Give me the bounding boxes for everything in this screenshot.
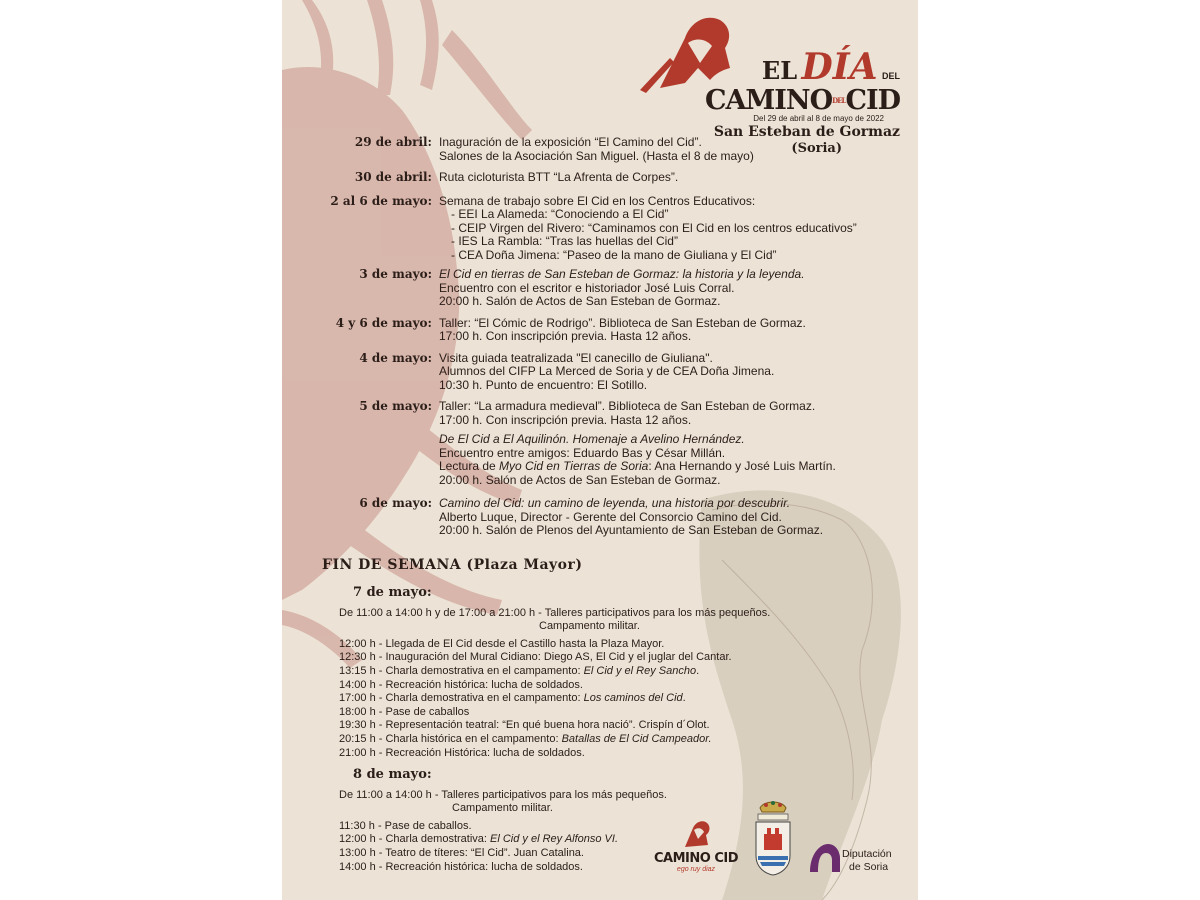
event-line: Camino del Cid: un camino de leyenda, una historia por descubrir. [439,496,791,510]
event-date: 4 de mayo: [359,350,432,365]
schedule-item: 20:15 h - Charla histórica en el campamento: Batallas de El Cid Campeador. [339,732,712,745]
event-dates: Del 29 de abril al 8 de mayo de 2022 [753,114,884,123]
day-intro: De 11:00 a 14:00 h - Talleres participativos para los más pequeños. [339,788,667,801]
schedule-item: 12:30 h - Inauguración del Mural Cidiano: Diego AS, El Cid y el juglar del Cantar. [339,651,732,664]
schedule [282,132,918,537]
diputacion-arch-icon [808,840,842,874]
event-line: 10:30 h. Punto de encuentro: El Sotillo. [439,377,648,392]
event-line: - EEI La Alameda: “Conociendo a El Cid” [451,207,669,221]
event-line: Encuentro con el escritor e historiador José Luis Corral. [439,280,735,295]
event-line: Semana de trabajo sobre El Cid en los Centros Educativos: [439,193,756,208]
event-line: 20:00 h. Salón de Actos de San Esteban de Gormaz. [439,294,721,308]
event-29-abril [282,136,918,163]
schedule-item: 13:00 h - Teatro de títeres: “El Cid”. Juan Catalina. [339,846,584,859]
event-line: - IES La Rambla: “Tras las huellas del Cid” [451,234,678,248]
poster [282,0,918,900]
event-date: 5 de mayo: [359,399,432,413]
day-intro-2: Campamento militar. [539,620,640,633]
event-line: Visita guiada teatralizada "El canecillo de Giuliana". [439,350,713,365]
event-line: Ruta cicloturista BTT “La Afrenta de Corpes”. [439,170,679,184]
event-6-mayo [282,497,918,538]
coat-of-arms-icon [752,798,794,876]
camino-cid-logo-text: CAMINO CID [653,851,738,866]
event-line: Alberto Luque, Director - Gerente del Consorcio Camino del Cid. [439,509,782,524]
event-province: (Soria) [791,141,842,156]
day-title: 7 de mayo: [353,585,432,600]
title-el: EL [761,56,798,85]
weekend-day-8-mayo [339,768,667,874]
event-date: 3 de mayo: [359,267,432,281]
event-5-mayo [282,400,918,487]
day-title: 8 de mayo: [353,767,432,782]
event-line: 17:00 h. Con inscripción previa. Hasta 12 años. [439,329,692,343]
event-30-abril [282,171,918,185]
diputacion-text: Diputación de Soria [842,848,892,873]
schedule-item: 12:00 h - Charla demostrativa: El Cid y el Rey Alfonso VI. [339,833,619,846]
event-line: 17:00 h. Con inscripción previa. Hasta 12 años. [439,412,692,427]
event-2-6-mayo [282,195,918,263]
cid-warrior-small-icon [679,818,713,848]
event-date: 2 al 6 de mayo: [330,193,432,208]
camino-cid-logo-sub: ego ruy diaz [676,866,716,873]
event-4-mayo [282,352,918,393]
event-line: Taller: “El Cómic de Rodrigo”. Biblioteca de San Esteban de Gormaz. [439,315,806,330]
event-line: - CEIP Virgen del Rivero: “Caminamos con El Cid en los centros educativos” [451,220,857,235]
event-line: - CEA Doña Jimena: “Paseo de la mano de Giuliana y El Cid” [451,247,777,262]
schedule-item: 12:00 h - Llegada de El Cid desde el Castillo hasta la Plaza Mayor. [339,637,665,650]
schedule-item: 14:00 h - Recreación histórica: lucha de soldados. [339,860,583,873]
title-camino-cid: $CAMINO^{DEL}CID$ [704,85,900,116]
event-line: Taller: “La armadura medieval”. Biblioteca de San Esteban de Gormaz. [439,399,816,413]
event-place: San Esteban de Gormaz [713,124,900,140]
event-line: Inaguración de la exposición “El Camino del Cid”. [439,135,702,149]
title-del: DEL [882,71,900,81]
day-intro: De 11:00 a 14:00 h y de 17:00 a 21:00 h - Talleres participativos para los más pequeños. [339,606,771,619]
event-date: 6 de mayo: [359,496,432,510]
schedule-item: 21:00 h - Recreación Histórica: lucha de soldados. [339,746,585,759]
schedule-item: 19:30 h - Representación teatral: “En qué buena hora nació”. Crispín d´Olot. [339,719,710,732]
day-intro-2: Campamento militar. [452,802,553,815]
schedule-item: 13:15 h - Charla demostrativa en el campamento: El Cid y el Rey Sancho. [339,664,700,677]
event-date: 29 de abril: [354,135,432,149]
event-line: Encuentro entre amigos: Eduardo Bas y César Millán. [439,445,726,460]
schedule-item: 17:00 h - Charla demostrativa en el campamento: Los caminos del Cid. [339,692,686,705]
diputacion-soria-logo [808,840,892,879]
weekend-title: FIN DE SEMANA (Plaza Mayor) [322,557,583,573]
event-line: 20:00 h. Salón de Actos de San Esteban de Gormaz. [439,472,721,487]
municipal-shield-logo [752,798,794,881]
event-line: El Cid en tierras de San Esteban de Gormaz: la historia y la leyenda. [439,267,805,281]
event-4-6-mayo [282,317,918,344]
event-line: Lectura de Myo Cid en Tierras de Soria: Ana Hernando y José Luis Martín. [439,459,836,473]
schedule-item: 11:30 h - Pase de caballos. [339,819,472,832]
event-3-mayo [282,268,918,309]
event-date: 4 y 6 de mayo: [335,315,432,330]
weekend-day-7-mayo [339,586,770,760]
schedule-item: 18:00 h - Pase de caballos [339,705,470,718]
schedule-item: 14:00 h - Recreación histórica: lucha de soldados. [339,678,583,691]
event-line: De El Cid a El Aquilinón. Homenaje a Avelino Hernández. [439,432,745,446]
camino-cid-logo [650,818,742,873]
event-line: 20:00 h. Salón de Plenos del Ayuntamiento de San Esteban de Gormaz. [439,523,824,537]
event-line: Salones de la Asociación San Miguel. (Hasta el 8 de mayo) [439,148,754,163]
event-line: Alumnos del CIFP La Merced de Soria y de CEA Doña Jimena. [439,364,775,378]
title-dia: DÍA [801,46,878,88]
event-date: 30 de abril: [354,170,432,184]
